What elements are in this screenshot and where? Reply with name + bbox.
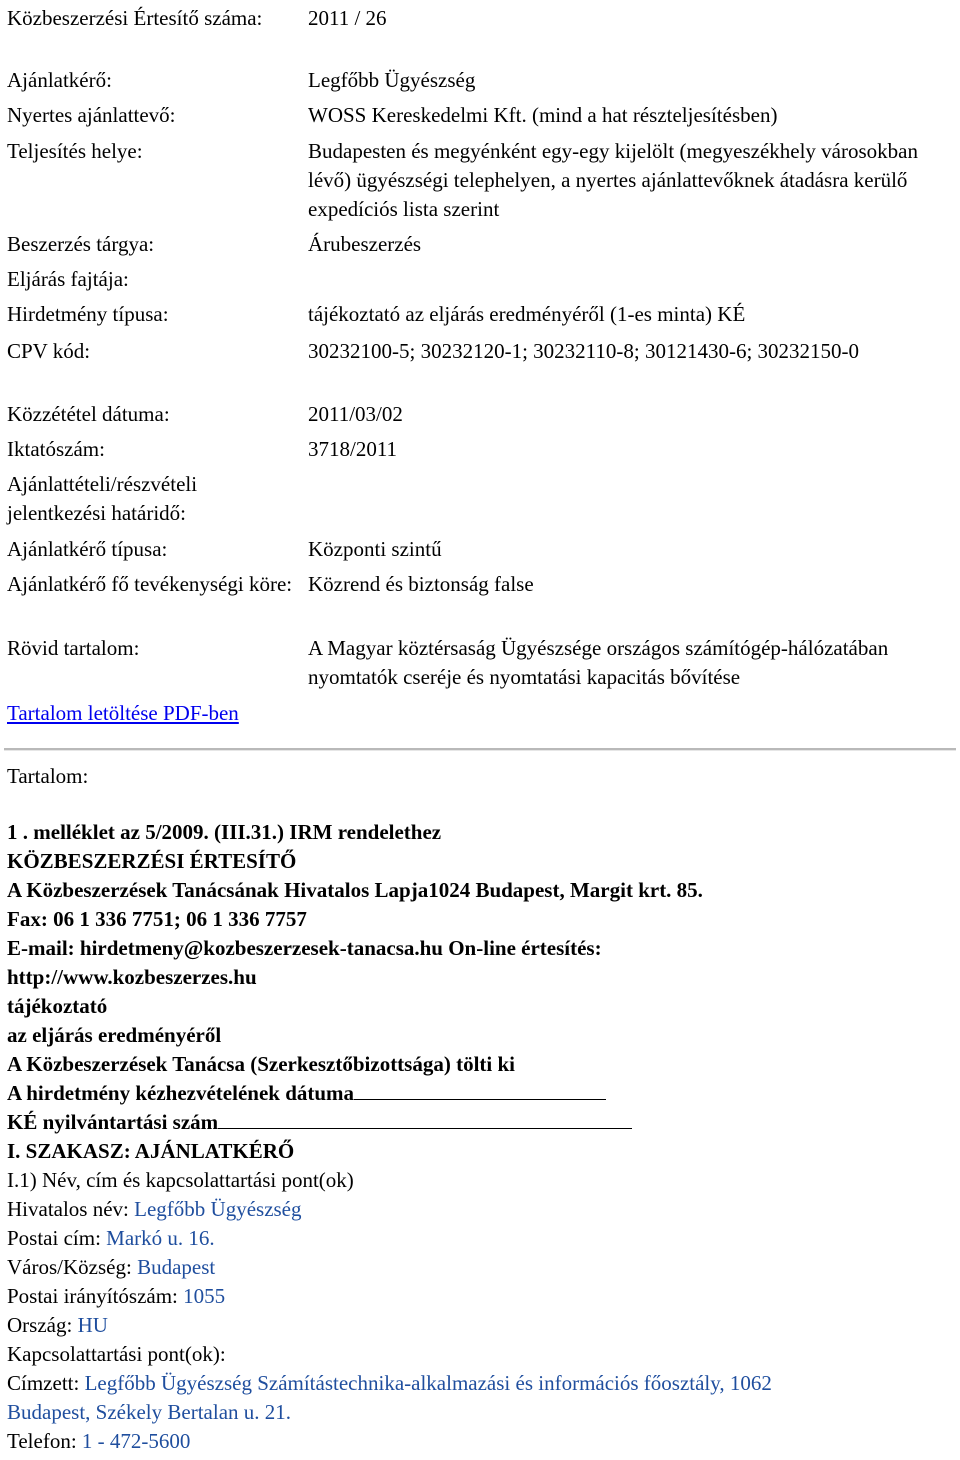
content-line: I.1) Név, cím és kapcsolattartási pont(ok): [7, 1168, 354, 1192]
field-label: Telefon:: [7, 1429, 77, 1453]
meta-label: Ajánlatkérő:: [7, 68, 112, 92]
registry-number-label: KÉ nyilvántartási szám: [7, 1110, 219, 1134]
field-value-continued: Budapest, Székely Bertalan u. 21.: [7, 1400, 292, 1424]
meta-value: Árubeszerzés: [308, 232, 422, 256]
field-value: 1055: [183, 1284, 226, 1308]
content-line: A Közbeszerzések Tanácsának Hivatalos Lapja1024 Budapest, Margit krt. 85.: [7, 878, 703, 902]
meta-row-pdf: [7, 699, 957, 728]
registry-number-blank: [218, 1108, 632, 1129]
section-heading: I. SZAKASZ: AJÁNLATKÉRŐ: [7, 1139, 295, 1163]
content-line: Fax: 06 1 336 7751; 06 1 336 7757: [7, 907, 307, 931]
meta-value: 2011 / 26: [308, 6, 387, 30]
field-value: Legfőbb Ügyészség: [134, 1197, 302, 1221]
field-label: Hivatalos név:: [7, 1197, 129, 1221]
pdf-download-link[interactable]: Tartalom letöltése PDF-ben: [7, 701, 239, 725]
meta-value: WOSS Kereskedelmi Kft. (mind a hat részteljesítésben): [308, 103, 778, 127]
meta-label: Rövid tartalom:: [7, 636, 140, 660]
field-postal-address: [7, 1224, 952, 1253]
meta-value: 30232100-5; 30232120-1; 30232110-8; 30121430-6; 30232150-0: [308, 339, 860, 363]
field-label: Város/Község:: [7, 1255, 132, 1279]
meta-value: 2011/03/02: [308, 402, 403, 426]
content-line: KÖZBESZERZÉSI ÉRTESÍTŐ: [7, 849, 297, 873]
field-value: HU: [77, 1313, 108, 1337]
field-phone: [7, 1427, 952, 1456]
meta-label: Eljárás fajtája:: [7, 267, 129, 291]
meta-value: Budapesten és megyénként egy-egy kijelölt (megyeszékhely városokban lévő) ügyészségi telephelyen, a nyertes ajánlattevőknek átadásra kerülő expedíciós lista szerint: [308, 139, 918, 221]
field-value: 1 - 472-5600: [81, 1429, 191, 1453]
field-city: [7, 1253, 952, 1282]
field-value: Markó u. 16.: [106, 1226, 215, 1250]
meta-value: tájékoztató az eljárás eredményéről (1-es minta) KÉ: [308, 302, 746, 326]
content-line: A Közbeszerzések Tanácsa (Szerkesztőbizottsága) tölti ki: [7, 1052, 516, 1076]
content-line: http://www.kozbeszerzes.hu: [7, 965, 257, 989]
horizontal-divider: [4, 748, 956, 751]
meta-label: Ajánlatkérő fő tevékenységi köre:: [7, 572, 293, 596]
meta-value: Legfőbb Ügyészség: [308, 68, 476, 92]
meta-label: Közzététel dátuma:: [7, 402, 170, 426]
meta-value: A Magyar köztérsaság Ügyészsége országos számítógép-hálózatában nyomtatók cseréje és nyomtatási kapacitás bővítése: [308, 636, 889, 689]
field-contact-points: Kapcsolattartási pont(ok):: [7, 1342, 226, 1366]
field-official-name: [7, 1195, 952, 1224]
field-label: Postai irányítószám:: [7, 1284, 178, 1308]
date-received-label: A hirdetmény kézhezvételének dátuma: [7, 1081, 355, 1105]
meta-value: 3718/2011: [308, 437, 398, 461]
field-value: Budapest: [137, 1255, 216, 1279]
field-postal-code: [7, 1282, 952, 1311]
meta-label: Hirdetmény típusa:: [7, 302, 169, 326]
meta-label: CPV kód:: [7, 339, 91, 363]
meta-label: Teljesítés helye:: [7, 139, 143, 163]
meta-label: Ajánlatkérő típusa:: [7, 537, 168, 561]
field-label: Postai cím:: [7, 1226, 101, 1250]
date-received-blank: [354, 1079, 606, 1100]
content-line: az eljárás eredményéről: [7, 1023, 222, 1047]
field-value: Legfőbb Ügyészség Számítástechnika-alkalmazási és információs főosztály, 1062: [84, 1371, 772, 1395]
field-label: Ország:: [7, 1313, 73, 1337]
meta-label: Iktatószám:: [7, 437, 105, 461]
content-line: 1 . melléklet az 5/2009. (III.31.) IRM rendelethez: [7, 820, 442, 844]
field-addressee: [7, 1369, 952, 1398]
meta-label: Nyertes ajánlattevő:: [7, 103, 176, 127]
content-line: E-mail: hirdetmeny@kozbeszerzesek-tanacsa.hu On-line értesítés:: [7, 936, 602, 960]
field-label: Címzett:: [7, 1371, 80, 1395]
field-country: [7, 1311, 952, 1340]
content-line-date: [7, 1079, 952, 1108]
meta-label: Beszerzés tárgya:: [7, 232, 155, 256]
notice-content: [7, 818, 952, 1456]
content-line-registry: [7, 1108, 952, 1137]
meta-value: Központi szintű: [308, 537, 442, 561]
meta-label: Közbeszerzési Értesítő száma:: [7, 6, 263, 30]
content-line: tájékoztató: [7, 994, 108, 1018]
meta-label: Ajánlattételi/részvételi jelentkezési határidő:: [7, 472, 198, 525]
tartalom-heading: Tartalom:: [7, 764, 89, 788]
meta-value: Közrend és biztonság false: [308, 572, 534, 596]
